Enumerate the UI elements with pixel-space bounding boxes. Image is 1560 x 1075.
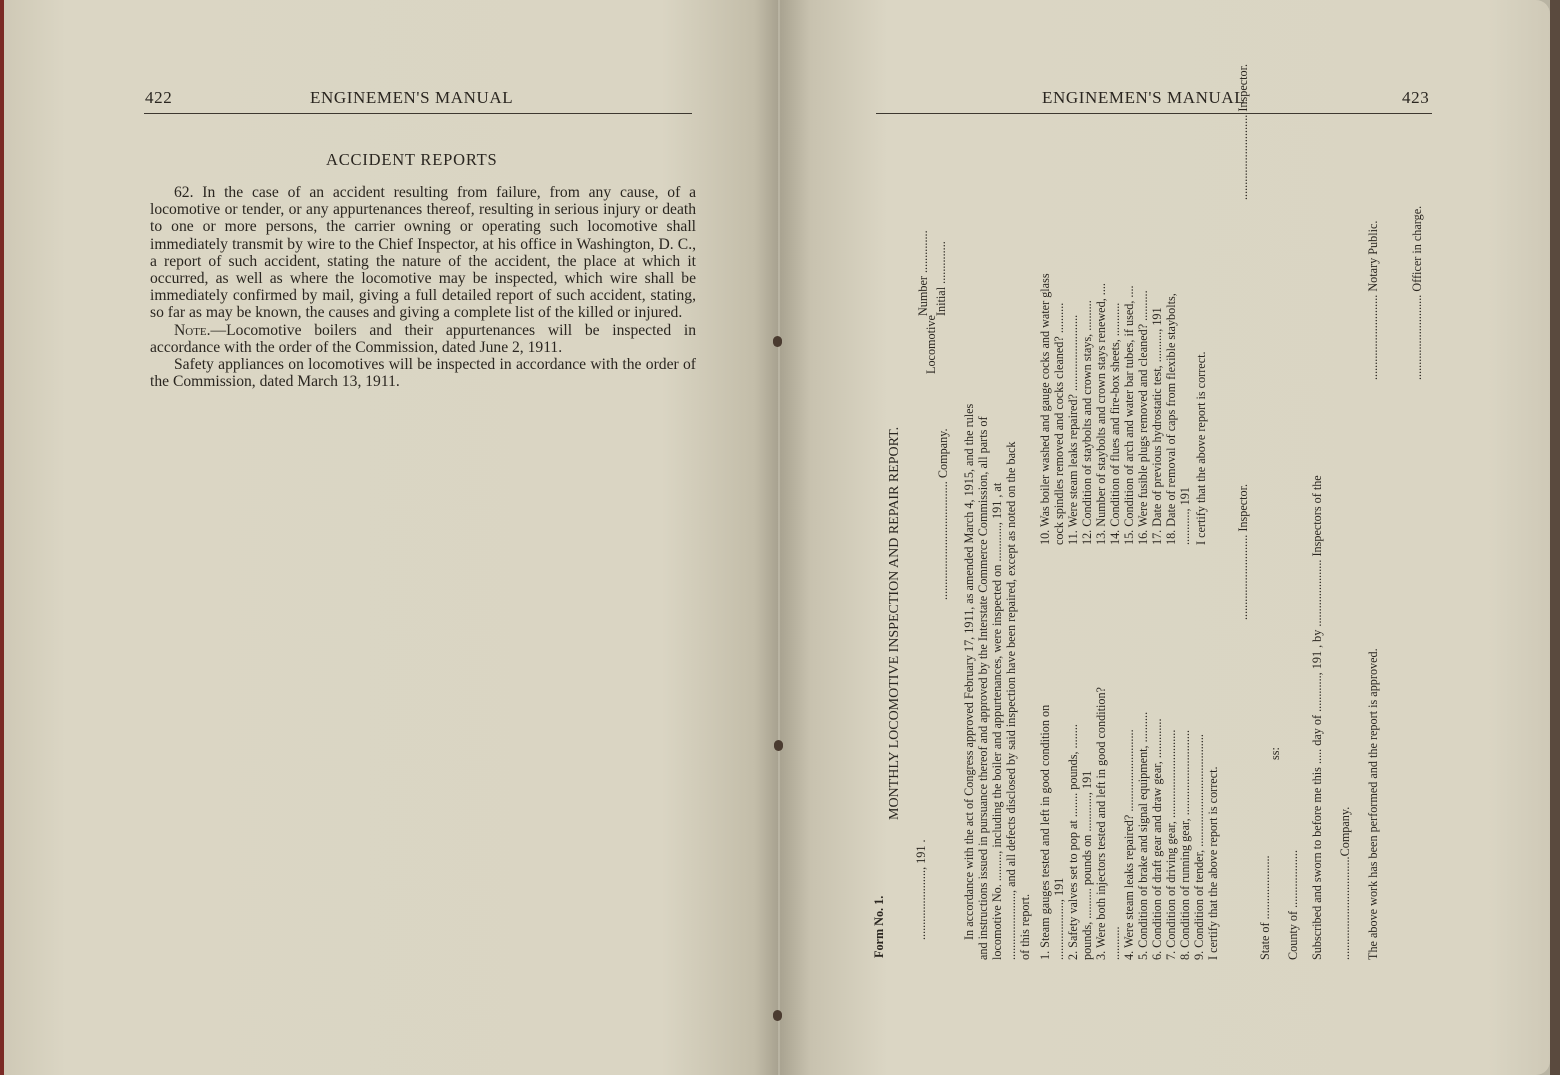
right-page bbox=[780, 0, 1550, 1075]
intro-line-1: In accordance with the act of Congress approved February 17, 1911, as amended March 4, 1915, and the rules bbox=[962, 403, 976, 940]
item-line-14: 14. Condition of flues and fire-box sheets, ........... bbox=[1108, 302, 1122, 545]
item-line-15: 15. Condition of arch and water bar tubes, if used, .... bbox=[1122, 285, 1136, 545]
county-line: County of ................... bbox=[1286, 849, 1300, 960]
item-line-13: 13. Number of staybolts and crown stays renewed, .... bbox=[1094, 283, 1108, 545]
safety-paragraph: Safety appliances on locomotives will be inspected in accordance with the order of the Commission, dated March 13, 1911. bbox=[150, 356, 696, 391]
left-page-number: 422 bbox=[145, 88, 173, 107]
initial-field: Initial .............. bbox=[934, 241, 948, 316]
subscribed-line: Subscribed and sworn to before me this ..... day of ............, 191 , by ...................... Inspectors of the bbox=[1310, 475, 1324, 960]
form-label: Form No. 1. bbox=[872, 895, 886, 958]
item-line-1: 1. Steam gauges tested and left in good condition on bbox=[1038, 704, 1052, 960]
number-field: Number .............. bbox=[916, 230, 930, 316]
item-line-10: 10. Was boiler washed and gauge cocks and water glass bbox=[1038, 273, 1052, 545]
item-line-3: 3. Were both injectors tested and left in good condition? bbox=[1094, 687, 1108, 960]
note-text: —Locomotive boilers and their appurtenances will be inspected in accordance with the order of the Commission, dated June 2, 1911. bbox=[150, 321, 696, 356]
item-line-2b: pounds, .......... pounds on ............, 191 bbox=[1080, 770, 1094, 960]
state-line: State of ..................... bbox=[1258, 855, 1272, 960]
right-head-rule bbox=[876, 113, 1432, 114]
item-line-17: 17. Date of previous hydrostatic test, .........., 191 bbox=[1150, 307, 1164, 545]
item-line-11: 11. Were steam leaks repaired? ......................... bbox=[1066, 314, 1080, 545]
section-title: ACCIDENT REPORTS bbox=[326, 150, 498, 169]
book-cover-edge-right bbox=[1550, 0, 1560, 1075]
item-line-18b: ..........., 191 bbox=[1178, 487, 1192, 545]
date-line: ......................., 191 . bbox=[914, 839, 928, 940]
ss-label: ss: bbox=[1268, 747, 1282, 760]
left-head-rule bbox=[144, 113, 692, 114]
notary-line: ............................ Notary Public. bbox=[1366, 220, 1380, 380]
company-line: ....................................... Company. bbox=[936, 428, 950, 600]
certify-line-right: I certify that the above report is correct. bbox=[1194, 351, 1208, 545]
item-line-5: 5. Condition of brake and signal equipment, .......... bbox=[1136, 711, 1150, 960]
form-title: MONTHLY LOCOMOTIVE INSPECTION AND REPAIR REPORT. bbox=[887, 426, 902, 820]
item-line-9: 9. Condition of tender, ..................................... bbox=[1192, 734, 1206, 960]
binding-stitch bbox=[773, 336, 782, 347]
item-line-8: 8. Condition of running gear, ............................ bbox=[1178, 729, 1192, 960]
item-line-6: 6. Condition of draft gear and draw gear, ............. bbox=[1150, 718, 1164, 960]
note-paragraph bbox=[150, 322, 696, 356]
intro-line-2: and instructions issued in pursuance thereof and approved by the Interstate Commerce Commission, all parts of bbox=[976, 416, 990, 960]
left-page bbox=[4, 0, 778, 1075]
item-line-18: 18. Date of removal of caps from flexible staybolts, bbox=[1164, 293, 1178, 545]
approved-line: The above work has been performed and the report is approved. bbox=[1366, 648, 1380, 960]
left-running-head: ENGINEMEN'S MANUAL bbox=[310, 88, 514, 107]
right-running-head: ENGINEMEN'S MANUAL bbox=[1042, 88, 1246, 107]
item-line-1b: ..................., 191 bbox=[1052, 877, 1066, 960]
item-line-16: 16. Were fusible plugs removed and cleaned? .......... bbox=[1136, 290, 1150, 545]
note-label: Note. bbox=[174, 321, 211, 339]
item-line-4: 4. Were steam leaks repaired? ........................... bbox=[1122, 729, 1136, 960]
intro-line-3: locomotive No. ........., including the boiler and appurtenances, were inspected on ............, 191 , at bbox=[990, 482, 1004, 960]
paragraph-62: 62. In the case of an accident resulting from failure, from any cause, of a locomotive or tender, or any appurtenances thereof, resulting in serious injury or death to one or more persons, the carrier owning or operating such locomotive shall immediately transmit by wire to the Chief Inspector, at his office in Washington, D. C., a report of such accident, stating the nature of the accident, the place at which it occurred, as well as where the locomotive may be inspected, which wire shall be immediately confirmed by mail, giving a full detailed report of such accident, stating, so far as may be known, the causes and giving a complete list of the killed or injured. bbox=[150, 184, 696, 322]
item-line-10b: cock spindles removed and cocks cleaned? .......... bbox=[1052, 302, 1066, 545]
intro-line-4: ......................, and all defects disclosed by said inspection have been repaired, except as noted on the back bbox=[1004, 441, 1018, 960]
intro-line-5: of this report. bbox=[1018, 893, 1032, 960]
binding-stitch bbox=[774, 740, 783, 751]
left-body-text bbox=[150, 184, 696, 390]
company-line-2: ..................................Company. bbox=[1338, 806, 1352, 960]
item-line-2: 2. Safety valves set to pop at ........ pounds, ........ bbox=[1066, 724, 1080, 960]
certify-line-left: I certify that the above report is correct. bbox=[1206, 766, 1220, 960]
item-line-3b: ........... bbox=[1108, 926, 1122, 960]
item-line-7: 7. Condition of driving gear, ............................. bbox=[1164, 729, 1178, 960]
officer-line: ............................ Officer in charge. bbox=[1410, 205, 1424, 380]
right-page-number: 423 bbox=[1402, 88, 1430, 107]
binding-stitch bbox=[773, 1010, 782, 1021]
item-line-12: 12. Condition of staybolts and crown stays, .......... bbox=[1080, 300, 1094, 545]
inspector-signature-2: ............................ Inspector. bbox=[1236, 63, 1250, 200]
inspector-signature-1: ............................ Inspector. bbox=[1236, 483, 1250, 620]
locomotive-label: Locomotive bbox=[924, 315, 938, 374]
